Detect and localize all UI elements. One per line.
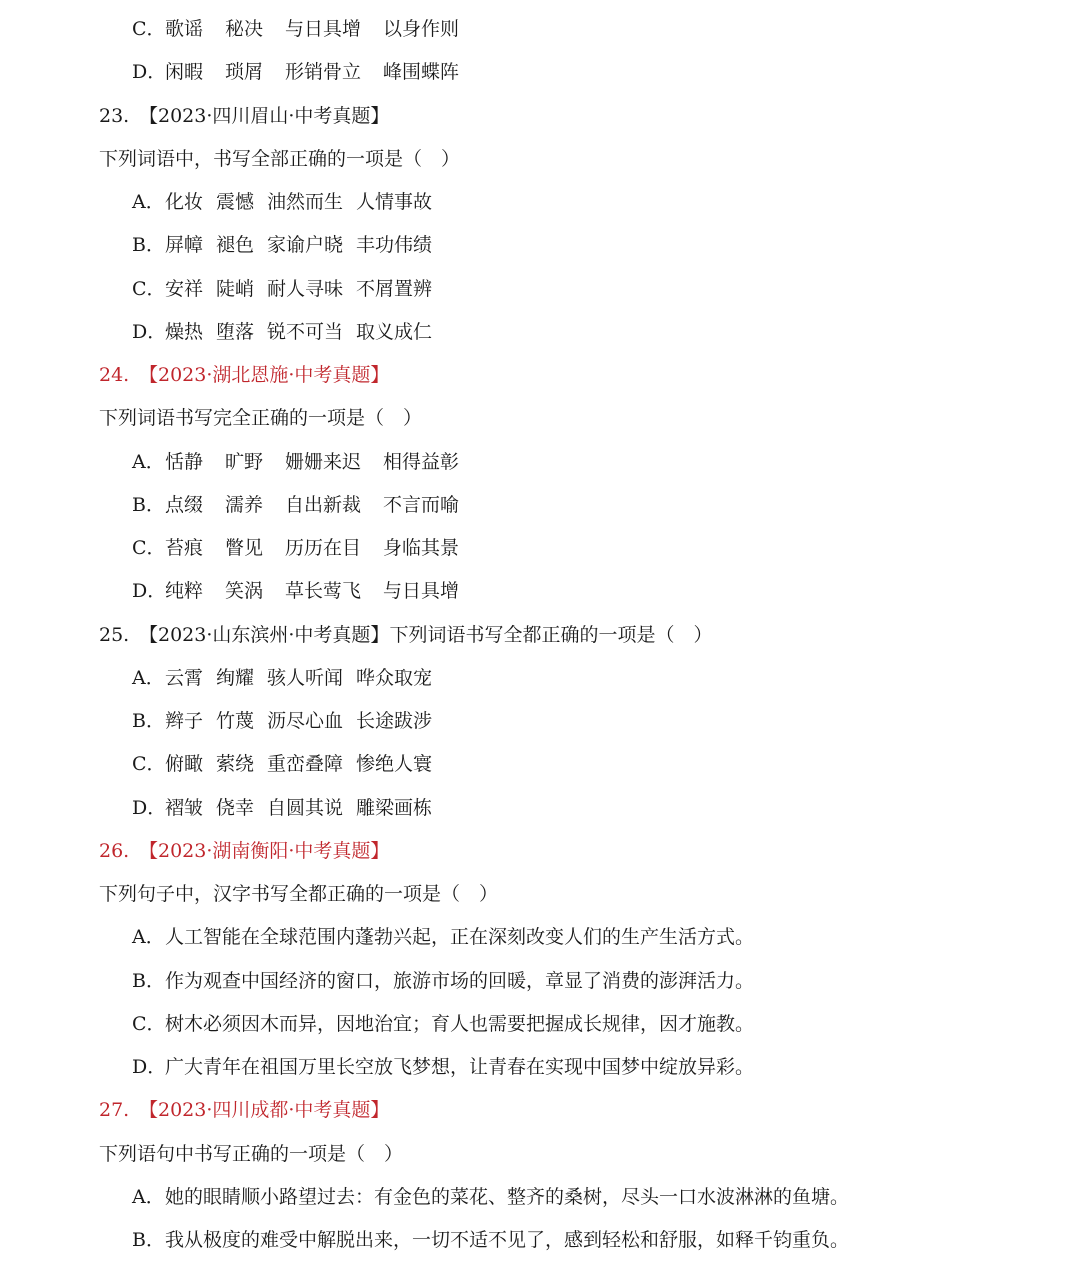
word: 秘决 (225, 18, 264, 40)
option-a (132, 187, 432, 217)
option-text: 广大青年在祖国万里长空放飞梦想，让青春在实现中国梦中绽放异彩。 (165, 1056, 755, 1078)
word: 形销骨立 (285, 61, 362, 83)
question-number: 27. (99, 1099, 130, 1121)
word: 历历在目 (285, 537, 362, 559)
question-number: 25. (99, 624, 130, 646)
option-c (132, 533, 459, 563)
word: 不言而喻 (383, 494, 460, 516)
word: 屏幛 (165, 234, 204, 256)
question-number: 26. (99, 840, 130, 862)
option-letter: C． (132, 537, 166, 559)
question-source: 【2023·湖北恩施·中考真题】 (139, 364, 390, 386)
word: 锐不可当 (267, 321, 344, 343)
word: 歌谣 (165, 18, 204, 40)
word: 峰围蝶阵 (383, 61, 460, 83)
question-source: 【2023·湖南衡阳·中考真题】 (139, 840, 390, 862)
word: 褶皱 (165, 797, 204, 819)
option-c (132, 749, 432, 779)
word: 雕梁画栋 (356, 797, 433, 819)
option-letter: A． (132, 926, 165, 948)
word: 长途跋涉 (356, 710, 433, 732)
option-letter: C． (132, 753, 166, 775)
word: 笑涡 (225, 580, 264, 602)
option-a (132, 1182, 849, 1212)
word: 骇人听闻 (267, 667, 344, 689)
word: 恬静 (165, 451, 204, 473)
word: 自出新裁 (285, 494, 362, 516)
question-header (99, 360, 389, 390)
option-letter: D． (132, 797, 167, 819)
word: 侥幸 (216, 797, 255, 819)
word: 相得益彰 (383, 451, 460, 473)
word: 云霄 (165, 667, 204, 689)
option-letter: B． (132, 710, 165, 732)
question-header (99, 836, 389, 866)
word: 以身作则 (383, 18, 460, 40)
question-prompt: 下列句子中，汉字书写全都正确的一项是（ ） (99, 883, 499, 905)
word: 人情事故 (356, 191, 433, 213)
option-c (132, 1009, 754, 1039)
word: 取义成仁 (356, 321, 433, 343)
option-d (132, 576, 459, 606)
option-letter: C． (132, 278, 166, 300)
question-prompt: 下列词语书写完全正确的一项是（ ） (99, 407, 423, 429)
option-d (132, 793, 432, 823)
option-letter: B． (132, 494, 165, 516)
word: 与日具增 (285, 18, 362, 40)
word: 堕落 (216, 321, 255, 343)
word: 耐人寻味 (267, 278, 344, 300)
word: 不屑置辨 (356, 278, 433, 300)
option-d (132, 317, 432, 347)
word: 褪色 (216, 234, 255, 256)
option-letter: A． (132, 667, 165, 689)
word: 与日具增 (383, 580, 460, 602)
option-b (132, 1225, 849, 1255)
question-header (99, 1095, 389, 1125)
word: 苔痕 (165, 537, 204, 559)
option-letter: A． (132, 451, 165, 473)
option-text: 人工智能在全球范围内蓬勃兴起，正在深刻改变人们的生产生活方式。 (165, 926, 755, 948)
option-text: 她的眼睛顺小路望过去：有金色的菜花、整齐的桑树，尽头一口水波淋淋的鱼塘。 (165, 1186, 850, 1208)
word: 化妆 (165, 191, 204, 213)
word: 燥热 (165, 321, 204, 343)
word: 油然而生 (267, 191, 344, 213)
question-source: 【2023·山东滨州·中考真题】 (139, 624, 390, 646)
option-c (132, 14, 459, 44)
word: 竹蔑 (216, 710, 255, 732)
word: 身临其景 (383, 537, 460, 559)
question-number: 23. (99, 105, 130, 127)
word: 萦绕 (216, 753, 255, 775)
word: 闲暇 (165, 61, 204, 83)
word: 重峦叠障 (267, 753, 344, 775)
word: 旷野 (225, 451, 264, 473)
question-source: 【2023·四川成都·中考真题】 (139, 1099, 390, 1121)
question-header (99, 620, 712, 650)
word: 家谕户晓 (267, 234, 344, 256)
question-prompt: 下列词语书写全都正确的一项是（ ） (389, 624, 713, 646)
word: 哗众取宠 (356, 667, 433, 689)
question-prompt: 下列词语中，书写全部正确的一项是（ ） (99, 148, 461, 170)
option-a (132, 663, 432, 693)
option-text: 树木必须因木而异，因地治宜；育人也需要把握成长规律，因才施教。 (165, 1013, 755, 1035)
option-b (132, 490, 459, 520)
word: 纯粹 (165, 580, 204, 602)
question-header (99, 101, 389, 131)
option-d (132, 1052, 754, 1082)
option-d (132, 57, 459, 87)
word: 瞥见 (225, 537, 264, 559)
option-b (132, 966, 754, 996)
option-letter: A． (132, 191, 165, 213)
word: 草长莺飞 (285, 580, 362, 602)
option-letter: D． (132, 1056, 167, 1078)
option-c (132, 274, 432, 304)
word: 自圆其说 (267, 797, 344, 819)
option-b (132, 230, 432, 260)
word: 陡峭 (216, 278, 255, 300)
option-letter: D． (132, 61, 167, 83)
option-text: 我从极度的难受中解脱出来，一切不适不见了，感到轻松和舒服，如释千钧重负。 (165, 1229, 850, 1251)
word: 沥尽心血 (267, 710, 344, 732)
option-letter: D． (132, 580, 167, 602)
option-letter: B． (132, 1229, 165, 1251)
question-source: 【2023·四川眉山·中考真题】 (139, 105, 390, 127)
word: 安祥 (165, 278, 204, 300)
option-letter: C． (132, 18, 166, 40)
option-letter: B． (132, 234, 165, 256)
option-a (132, 922, 754, 952)
option-letter: A． (132, 1186, 165, 1208)
word: 绚耀 (216, 667, 255, 689)
word: 濡养 (225, 494, 264, 516)
option-letter: B． (132, 970, 165, 992)
option-a (132, 447, 459, 477)
option-letter: D． (132, 321, 167, 343)
word: 惨绝人寰 (356, 753, 433, 775)
option-letter: C． (132, 1013, 166, 1035)
question-number: 24. (99, 364, 130, 386)
question-prompt: 下列语句中书写正确的一项是（ ） (99, 1143, 404, 1165)
option-b (132, 706, 432, 736)
word: 俯瞰 (165, 753, 204, 775)
word: 震憾 (216, 191, 255, 213)
word: 辫子 (165, 710, 204, 732)
option-text: 作为观查中国经济的窗口，旅游市场的回暖，章显了消费的澎湃活力。 (165, 970, 755, 992)
word: 姗姗来迟 (285, 451, 362, 473)
word: 点缀 (165, 494, 204, 516)
word: 丰功伟绩 (356, 234, 433, 256)
word: 琐屑 (225, 61, 264, 83)
